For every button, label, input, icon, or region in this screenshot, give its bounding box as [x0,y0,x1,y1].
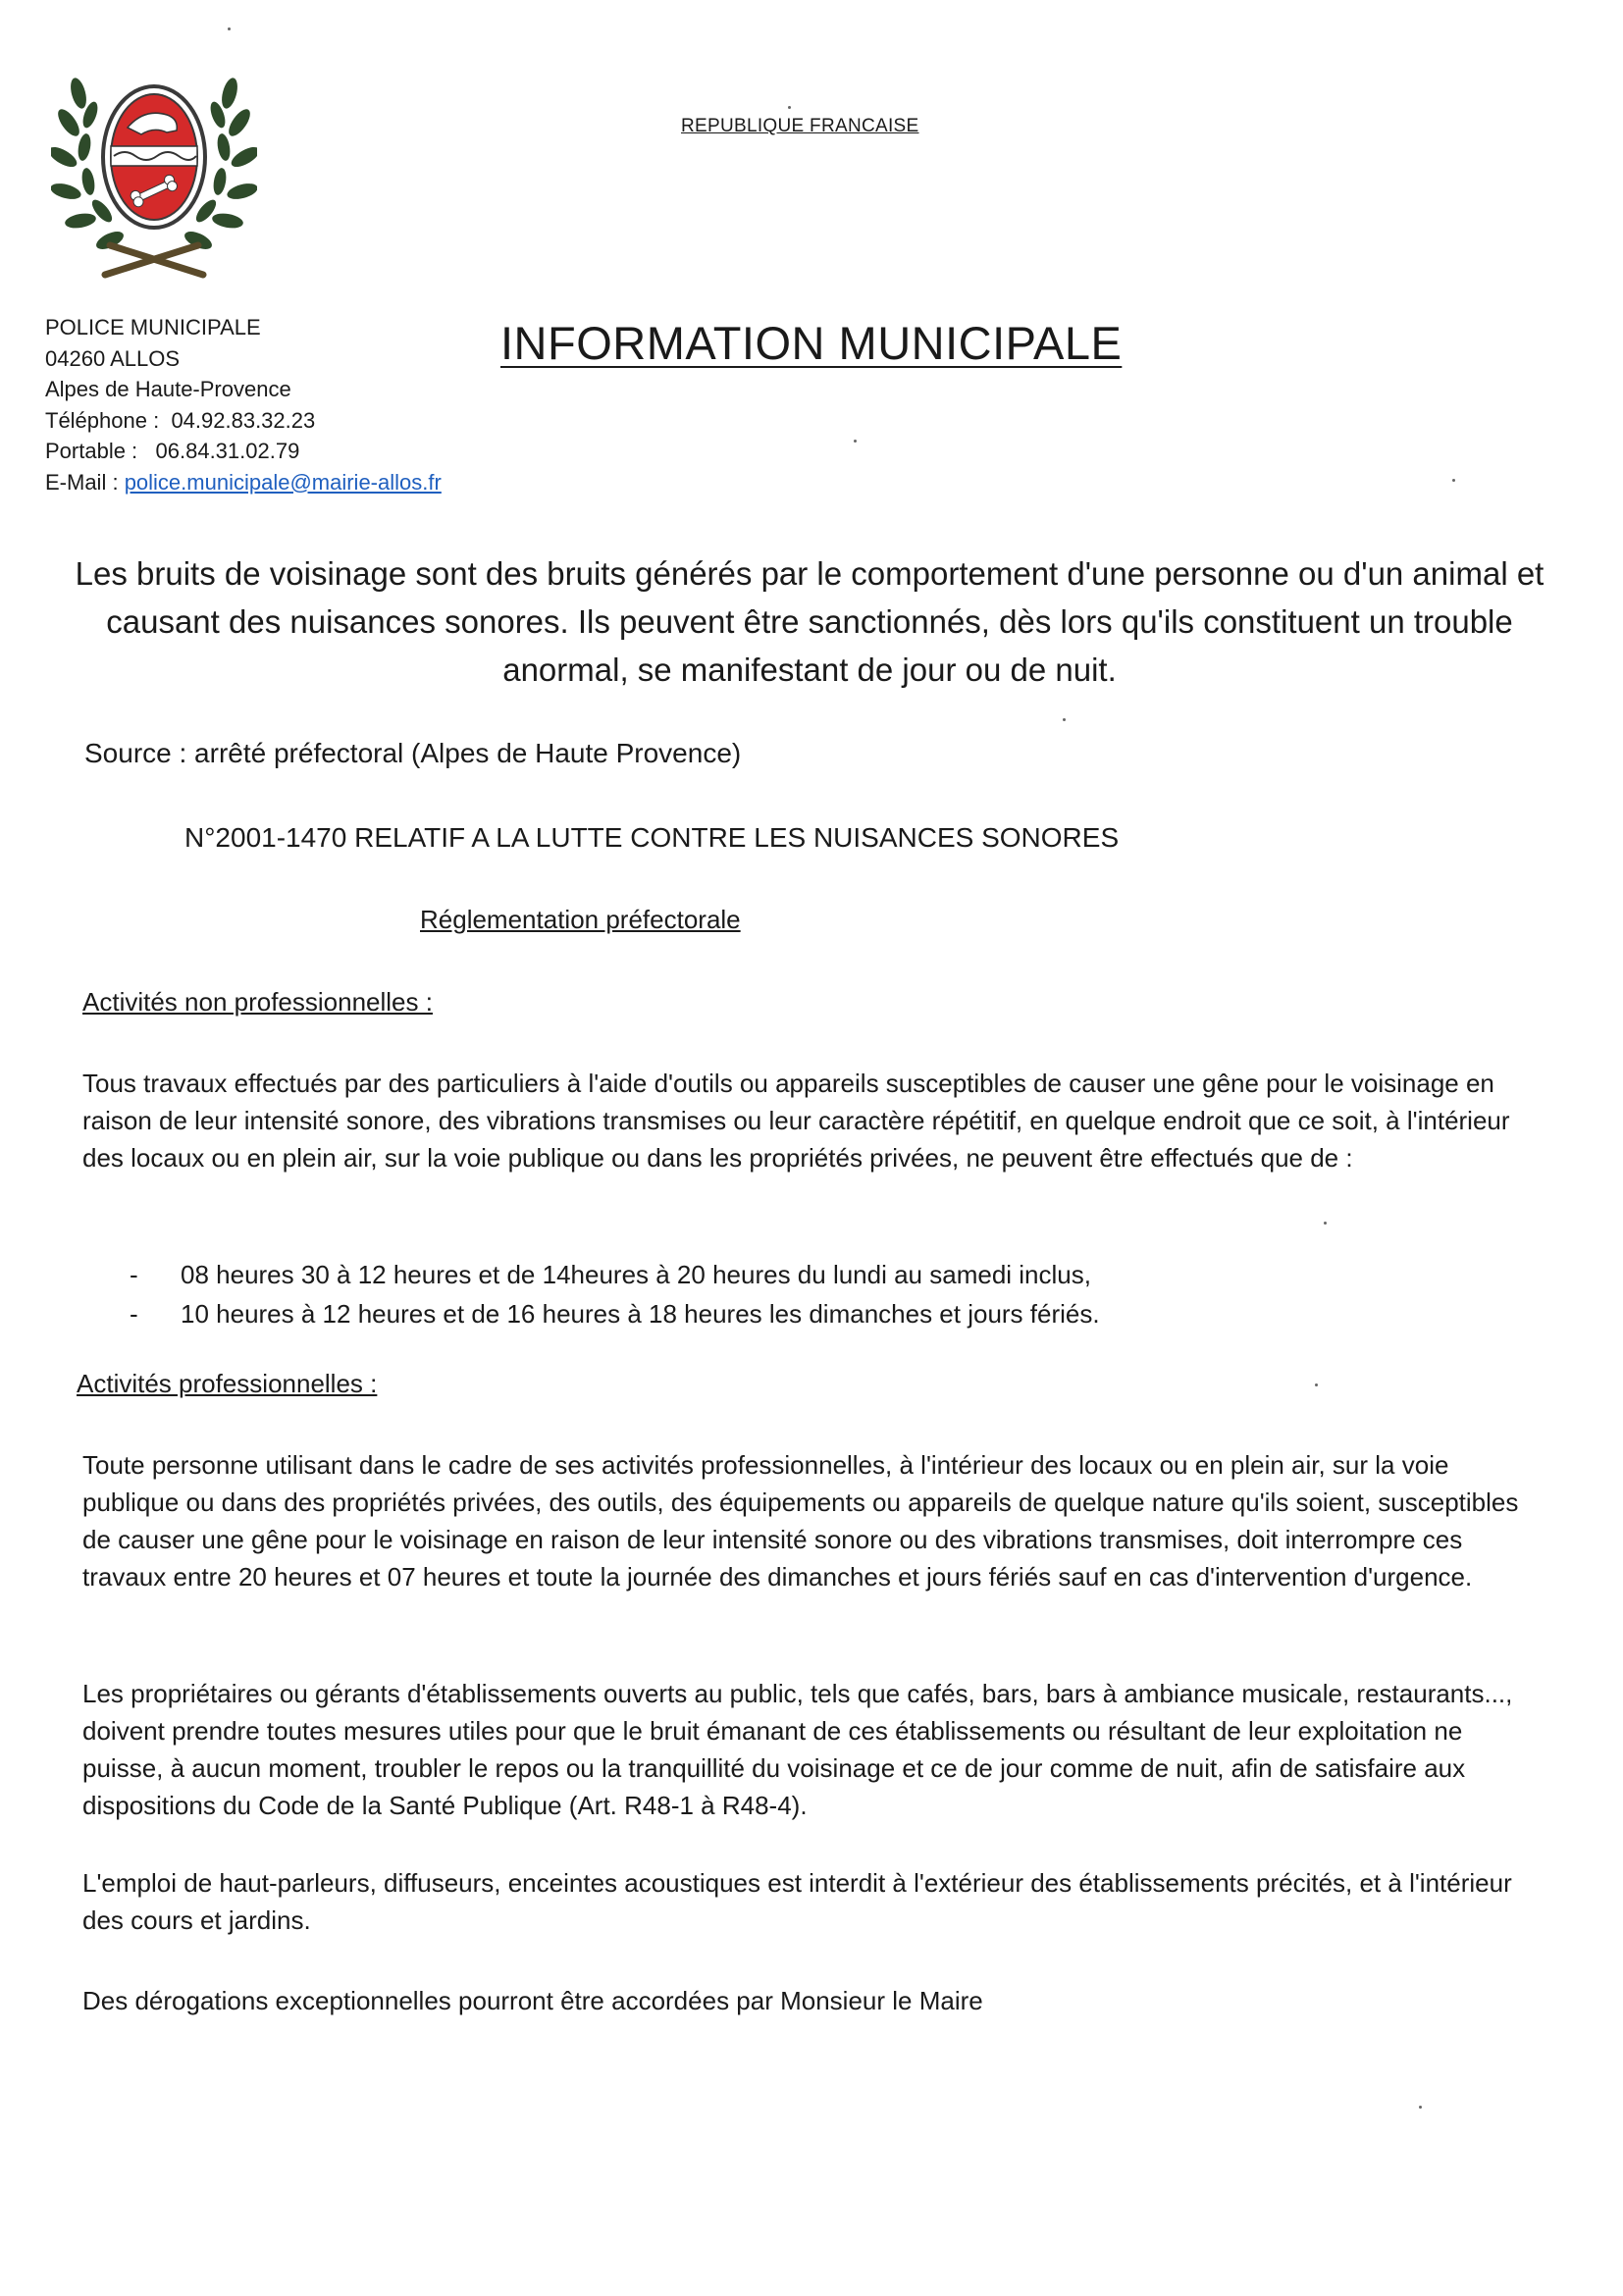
scan-speck [1419,2106,1422,2109]
page-title: INFORMATION MUNICIPALE [500,317,1123,369]
pro-paragraph-3: L'emploi de haut-parleurs, diffuseurs, enceintes acoustiques est interdit à l'extérieur des établissements précités, et à l'intérieur des cours et jardins. [82,1868,1512,1935]
mobile-line [45,436,442,467]
pro-paragraph-4: Des dérogations exceptionnelles pourront être accordées par Monsieur le Maire [82,1986,983,2015]
postal-code: 04260 ALLOS [45,345,181,371]
mobile-number: 06.84.31.02.79 [155,439,300,463]
intro-paragraph: Les bruits de voisinage sont des bruits générés par le comportement d'une personne ou d'un animal et causant des nuisances sonores. Ils peuvent être sanctionnés, dès lors qu'ils constituent un trouble anormal, se manifestant de jour ou de nuit. [75,555,1544,688]
reglementation-heading: Réglementation préfectorale [420,905,741,934]
list-item: - 10 heures à 12 heures et de 16 heures à 18 heures les dimanches et jours fériés. [130,1299,1100,1329]
service-name: POLICE MUNICIPALE [45,315,261,339]
scan-speck [1452,479,1455,482]
phone-line [45,405,442,437]
scan-speck [228,27,231,30]
arrete-number: N°2001-1470 [184,822,355,853]
arrete-line [184,822,1119,854]
email-label: E-Mail : [45,469,119,495]
scan-speck [1324,1222,1327,1225]
email-link[interactable]: police.municipale@mairie-allos.fr [124,469,442,495]
schedule-list [130,1255,1100,1333]
phone-number: 04.92.83.32.23 [171,407,316,433]
email-line [45,467,442,498]
arrete-title: RELATIF A LA LUTTE CONTRE LES NUISANCES SONORES [354,822,1120,853]
pro-heading: Activités professionnelles : [77,1369,378,1398]
mobile-label: Portable : [45,439,138,463]
scan-speck [1315,1383,1318,1386]
phone-label: Téléphone : [45,407,160,433]
list-item: - 08 heures 30 à 12 heures et de 14heures à 20 heures du lundi au samedi inclus, [130,1260,1091,1289]
region-name: Alpes de Haute-Provence [45,377,291,401]
scan-speck [1063,718,1066,721]
pro-paragraph-2: Les propriétaires ou gérants d'établissements ouverts au public, tels que cafés, bars, bars à ambiance musicale, restaurants..., doivent prendre toutes mesures utiles pour que le bruit émanant de ces établissements ou résultant de leur exploitation ne puisse, à aucun moment, troubler le repos ou la tranquillité du voisinage et ce de jour comme de nuit, afin de satisfaire aux dispositions du Code de la Santé Publique (Art. R48-1 à R48-4). [82,1679,1513,1820]
contact-block [45,312,442,497]
scan-speck [854,440,857,443]
non-pro-paragraph: Tous travaux effectués par des particuliers à l'aide d'outils ou appareils susceptibles de causer une gêne pour le voisinage en raison de leur intensité sonore, des vibrations transmises ou leur caractère répétitif, en quelque endroit que ce soit, à l'intérieur des locaux ou en plein air, sur la voie publique ou dans les propriétés privées, ne peuvent être effectués que de : [82,1069,1510,1173]
republique-heading: REPUBLIQUE FRANCAISE [681,116,919,136]
pro-paragraph-1: Toute personne utilisant dans le cadre de ses activités professionnelles, à l'intérieur des locaux ou en plein air, sur la voie publique ou dans des propriétés privées, des outils, des équipements ou appareils de quelque nature qu'ils soient, susceptibles de causer une gêne pour le voisinage en raison de leur intensité sonore ou des vibrations transmises, doit interrompre ces travaux entre 20 heures et 07 heures et toute la journée des dimanches et jours fériés sauf en cas d'intervention d'urgence. [82,1450,1519,1592]
non-pro-heading: Activités non professionnelles : [82,987,433,1017]
source-line: Source : arrêté préfectoral (Alpes de Haute Provence) [84,738,742,768]
scan-speck [788,106,791,109]
municipal-crest-logo [51,54,257,289]
